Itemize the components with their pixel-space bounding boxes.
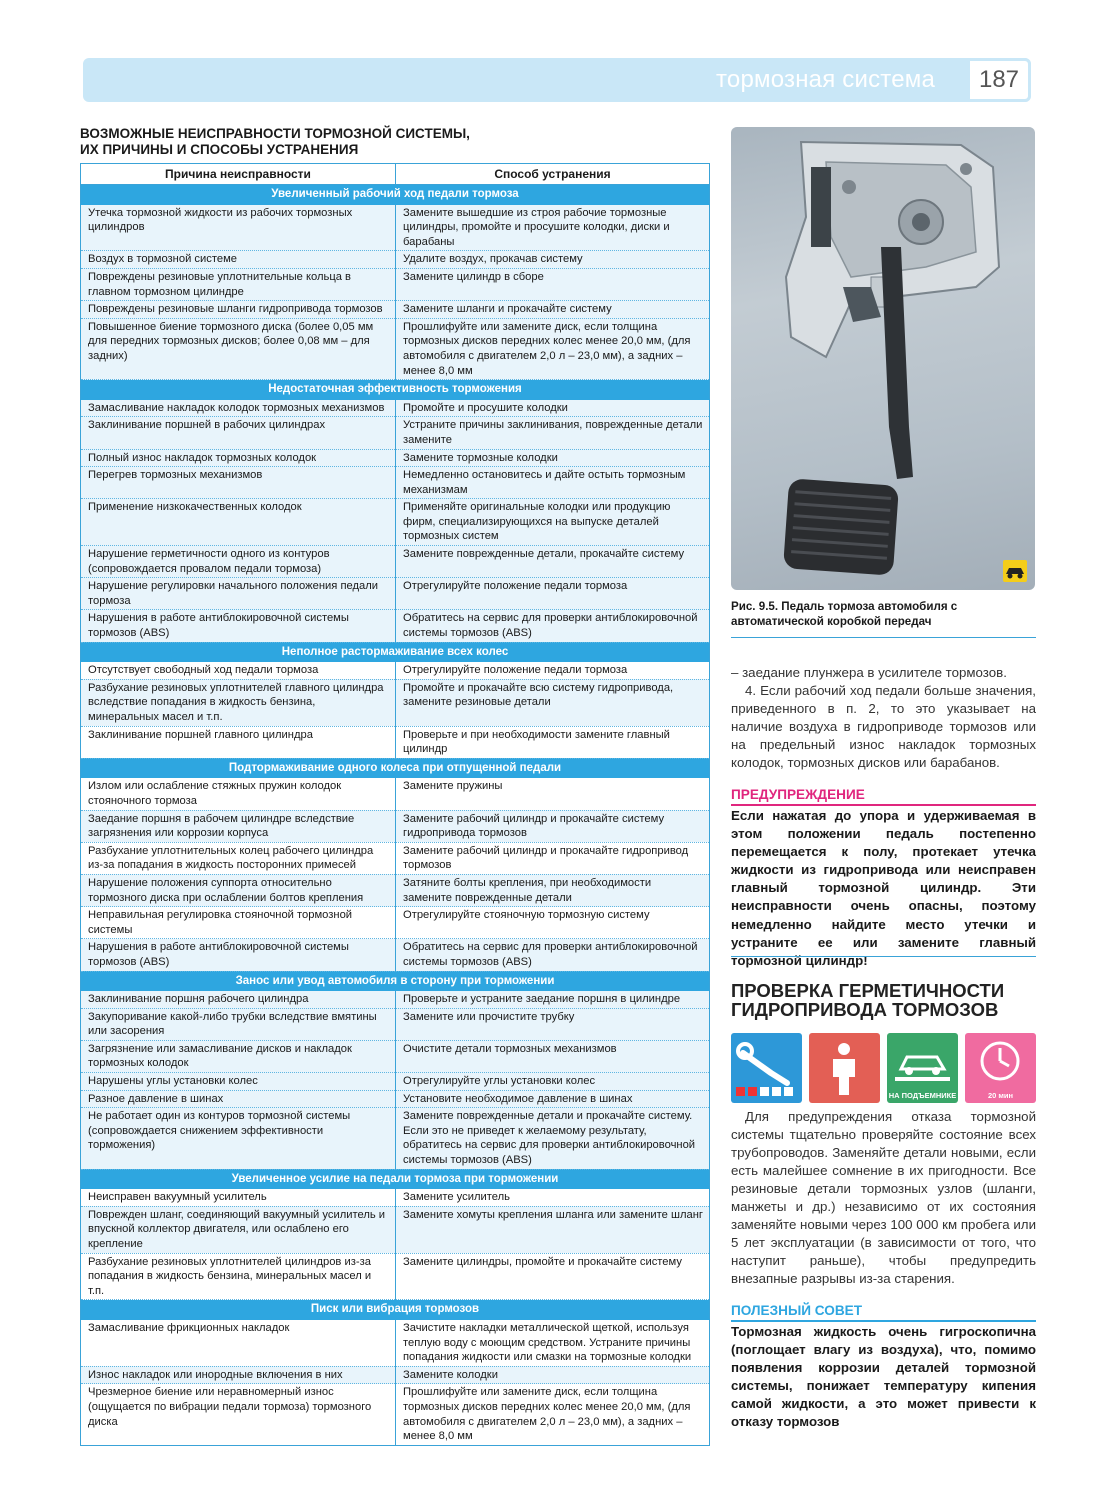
cause-cell: Нарушение герметичности одного из контуров (сопровождается провалом педали тормоза) xyxy=(81,546,396,578)
table-row xyxy=(81,1040,710,1072)
cause-cell: Перегрев тормозных механизмов xyxy=(81,467,396,499)
remedy-cell: Промойте и просушите колодки xyxy=(396,399,710,417)
cause-cell: Нарушение положения суппорта относительно тормозного диска при ослаблении болтов крепления xyxy=(81,874,396,906)
cause-cell: Заклинивание поршней главного цилиндра xyxy=(81,726,396,758)
table-row xyxy=(81,417,710,449)
warning-title: ПРЕДУПРЕЖДЕНИЕ xyxy=(731,786,1036,806)
remedy-cell: Отрегулируйте стояночную тормозную систему xyxy=(396,907,710,939)
remedy-cell: Прошлифуйте или замените диск, если толщина тормозных дисков передних колес менее 20,0 мм, (для автомобиля с двигателем 2,0 л – 23,0 мм), а задних – менее 8,0 мм xyxy=(396,318,710,379)
table-row xyxy=(81,842,710,874)
remedy-cell: Замените или прочистите трубку xyxy=(396,1008,710,1040)
remedy-cell: Обратитесь на сервис для проверки антиблокировочной системы тормозов (ABS) xyxy=(396,939,710,971)
section-title: тормозная система xyxy=(716,66,935,93)
brake-pedal-photo xyxy=(731,127,1035,590)
procedure-icons xyxy=(731,1033,1036,1103)
table-row xyxy=(81,939,710,971)
table-section-header xyxy=(81,758,710,778)
table-row xyxy=(81,251,710,269)
table-row xyxy=(81,467,710,499)
cause-cell: Разбухание уплотнительных колец рабочего цилиндра из-за попадания в жидкость посторонних примесей xyxy=(81,842,396,874)
table-row xyxy=(81,449,710,467)
section-title: Неполное растормаживание всех колес xyxy=(81,642,710,662)
divider xyxy=(731,956,1036,957)
remedy-cell: Прошлифуйте или замените диск, если толщина тормозных дисков передних колес менее 20,0 мм, (для автомобиля с двигателем 2,0 л – 23,0 мм), а задних – менее 8,0 мм xyxy=(396,1384,710,1445)
remedy-cell: Замените цилиндр в сборе xyxy=(396,268,710,300)
remedy-cell: Немедленно остановитесь и дайте остыть тормозным механизмам xyxy=(396,467,710,499)
remedy-cell: Затяните болты крепления, при необходимости замените поврежденные детали xyxy=(396,874,710,906)
table-row xyxy=(81,1206,710,1253)
cause-cell: Неисправен вакуумный усилитель xyxy=(81,1189,396,1207)
table-row xyxy=(81,1366,710,1384)
table-row xyxy=(81,679,710,726)
cause-cell: Заедание поршня в рабочем цилиндре вследствие загрязнения или коррозии корпуса xyxy=(81,810,396,842)
cause-cell: Отсутствует свободный ход педали тормоза xyxy=(81,662,396,680)
fault-table xyxy=(80,163,710,1446)
remedy-cell: Применяйте оригинальные колодки или продукцию фирм, специализирующихся на выпуске деталей тормозных систем xyxy=(396,499,710,546)
remedy-cell: Удалите воздух, прокачав систему xyxy=(396,251,710,269)
cause-cell: Разбухание резиновых уплотнителей главного цилиндра вследствие попадания в жидкость бензина, минеральных масел и т.п. xyxy=(81,679,396,726)
lift-label: НА ПОДЪЕМНИКЕ xyxy=(888,1091,957,1100)
table-row xyxy=(81,778,710,810)
car-lift-icon xyxy=(887,1033,958,1103)
table-row xyxy=(81,810,710,842)
remedy-cell: Замените вышедшие из строя рабочие тормозные цилиндры, промойте и просушите колодки, диски и барабаны xyxy=(396,204,710,251)
remedy-cell: Замените рабочий цилиндр и прокачайте гидропривод тормозов xyxy=(396,842,710,874)
section-text: Для предупреждения отказа тормозной системы тщательно проверяйте состояние всех трубопроводов. Заменяйте детали новыми, если есть малейшее сомнение в их пригодности. Все резиновые детали тормозных узлов (шланги, манжеты и др.) независимо от их состояния заменяйте новыми через 100 000 км пробега или 5 лет эксплуатации (в зависимости от того, что наступит раньше), чтобы предупредить внезапные разрывы из-за старения. xyxy=(731,1109,1036,1286)
cause-cell: Замасливание накладок колодок тормозных механизмов xyxy=(81,399,396,417)
remedy-cell: Замените колодки xyxy=(396,1366,710,1384)
body-text-1: – заедание плунжера в усилителе тормозов. xyxy=(731,665,1007,680)
remedy-cell: Устраните причины заклинивания, поврежденные детали замените xyxy=(396,417,710,449)
table-row xyxy=(81,907,710,939)
cause-cell: Повреждены резиновые шланги гидропривода тормозов xyxy=(81,301,396,319)
column-header-remedy: Способ устранения xyxy=(396,164,710,185)
table-row xyxy=(81,662,710,680)
brake-pedal-drawing xyxy=(731,127,1035,590)
clock-icon xyxy=(965,1033,1036,1103)
cause-cell: Замасливание фрикционных накладок xyxy=(81,1319,396,1366)
section-title: Подтормаживание одного колеса при отпущенной педали xyxy=(81,758,710,778)
remedy-cell: Проверьте и устраните заедание поршня в цилиндре xyxy=(396,991,710,1009)
table-row xyxy=(81,991,710,1009)
remedy-cell: Замените рабочий цилиндр и прокачайте систему гидропривода тормозов xyxy=(396,810,710,842)
section-title: Занос или увод автомобиля в сторону при торможении xyxy=(81,971,710,991)
figure-caption: Рис. 9.5. Педаль тормоза автомобиля с автоматической коробкой передач xyxy=(731,600,958,628)
cause-cell: Нарушены углы установки колес xyxy=(81,1073,396,1091)
table-row xyxy=(81,1008,710,1040)
cause-cell: Полный износ накладок тормозных колодок xyxy=(81,449,396,467)
remedy-cell: Обратитесь на сервис для проверки антиблокировочной системы тормозов (ABS) xyxy=(396,610,710,642)
table-section-header xyxy=(81,642,710,662)
cause-cell: Чрезмерное биение или неравномерный износ (ощущается по вибрации педали тормоза) тормозного диска xyxy=(81,1384,396,1445)
table-section-header xyxy=(81,185,710,205)
warning-text: Если нажатая до упора и удерживаемая в этом положении педаль постепенно перемещается к полу, протекает утечка жидкости из гидропривода или неисправен главный тормозной цилиндр. Эти неисправности очень опасны, поэтому немедленно найдите место утечки и устраните ее или замените главный тормозной цилиндр! xyxy=(731,808,1036,968)
table-row xyxy=(81,610,710,642)
divider xyxy=(731,637,1036,638)
cause-cell: Износ накладок или инородные включения в них xyxy=(81,1366,396,1384)
remedy-cell: Замените поврежденные детали и прокачайте систему. Если это не приведет к желаемому результату, обратитесь на сервис для проверки антиблокировочной системы тормозов (ABS) xyxy=(396,1108,710,1169)
remedy-cell: Замените хомуты крепления шланга или замените шланг xyxy=(396,1206,710,1253)
cause-cell: Заклинивание поршня рабочего цилиндра xyxy=(81,991,396,1009)
cause-cell: Неправильная регулировка стояночной тормозной системы xyxy=(81,907,396,939)
cause-cell: Разбухание резиновых уплотнителей цилиндров из-за попадания в жидкость бензина, минеральных масел и т.п. xyxy=(81,1253,396,1300)
remedy-cell: Зачистите накладки металлической щеткой, используя теплую воду с моющим средством. Устраните причины попадания жидкости или смазки на тормозные колодки xyxy=(396,1319,710,1366)
remedy-cell: Промойте и прокачайте всю систему гидропривода, замените резиновые детали xyxy=(396,679,710,726)
cause-cell: Излом или ослабление стяжных пружин колодок стояночного тормоза xyxy=(81,778,396,810)
cause-cell: Загрязнение или замасливание дисков и накладок тормозных колодок xyxy=(81,1040,396,1072)
table-row xyxy=(81,318,710,379)
section-title: Увеличенное усилие на педали тормоза при торможении xyxy=(81,1169,710,1189)
table-row xyxy=(81,1090,710,1108)
remedy-cell: Замените тормозные колодки xyxy=(396,449,710,467)
body-text-2: 4. Если рабочий ход педали больше значения, приведенного в п. 2, то это указывает на наличие воздуха в гидроприводе тормозов или на предельный износ накладок тормозных колодок, тормозных дисков или барабанов. xyxy=(731,683,1036,770)
remedy-cell: Замените усилитель xyxy=(396,1189,710,1207)
cause-cell: Закупоривание какой-либо трубки вследствие вмятины или засорения xyxy=(81,1008,396,1040)
cause-cell: Нарушение регулировки начального положения педали тормоза xyxy=(81,578,396,610)
table-row xyxy=(81,726,710,758)
cause-cell: Воздух в тормозной системе xyxy=(81,251,396,269)
remedy-cell: Замените пружины xyxy=(396,778,710,810)
page-header xyxy=(83,58,1031,102)
section-title: Недостаточная эффективность торможения xyxy=(81,380,710,400)
cause-cell: Применение низкокачественных колодок xyxy=(81,499,396,546)
remedy-cell: Отрегулируйте углы установки колес xyxy=(396,1073,710,1091)
tip-title: ПОЛЕЗНЫЙ СОВЕТ xyxy=(731,1302,1036,1322)
table-row xyxy=(81,1319,710,1366)
cause-cell: Повреждены резиновые уплотнительные кольца в главном тормозном цилиндре xyxy=(81,268,396,300)
table-row xyxy=(81,301,710,319)
difficulty-icon xyxy=(731,1033,802,1103)
cause-cell: Нарушения в работе антиблокировочной системы тормозов (ABS) xyxy=(81,939,396,971)
table-row xyxy=(81,1073,710,1091)
table-row xyxy=(81,546,710,578)
cause-cell: Повышенное биение тормозного диска (более 0,05 мм для передних тормозных дисков; более 0,08 мм – для задних) xyxy=(81,318,396,379)
section-heading: ПРОВЕРКА ГЕРМЕТИЧНОСТИ ГИДРОПРИВОДА ТОРМОЗОВ xyxy=(731,980,1005,1020)
remedy-cell: Проверьте и при необходимости замените главный цилиндр xyxy=(396,726,710,758)
table-row xyxy=(81,1253,710,1300)
time-label: 20 мин xyxy=(987,1091,1014,1100)
table-row xyxy=(81,874,710,906)
remedy-cell: Замените поврежденные детали, прокачайте систему xyxy=(396,546,710,578)
section-title: Увеличенный рабочий ход педали тормоза xyxy=(81,185,710,205)
remedy-cell: Замените шланги и прокачайте систему xyxy=(396,301,710,319)
table-row xyxy=(81,1108,710,1169)
remedy-cell: Отрегулируйте положение педали тормоза xyxy=(396,662,710,680)
person-icon xyxy=(809,1033,880,1103)
remedy-cell: Установите необходимое давление в шинах xyxy=(396,1090,710,1108)
table-row xyxy=(81,499,710,546)
remedy-cell: Замените цилиндры, промойте и прокачайте систему xyxy=(396,1253,710,1300)
table-row xyxy=(81,578,710,610)
table-title: ВОЗМОЖНЫЕ НЕИСПРАВНОСТИ ТОРМОЗНОЙ СИСТЕМЫ, ИХ ПРИЧИНЫ И СПОСОБЫ УСТРАНЕНИЯ xyxy=(80,126,470,157)
remedy-cell: Очистите детали тормозных механизмов xyxy=(396,1040,710,1072)
cause-cell: Заклинивание поршней в рабочих цилиндрах xyxy=(81,417,396,449)
column-header-cause: Причина неисправности xyxy=(81,164,396,185)
table-row xyxy=(81,268,710,300)
page-number: 187 xyxy=(967,58,1031,102)
table-row xyxy=(81,1384,710,1445)
table-section-header xyxy=(81,971,710,991)
table-row xyxy=(81,1189,710,1207)
cause-cell: Разное давление в шинах xyxy=(81,1090,396,1108)
cause-cell: Не работает один из контуров тормозной системы (сопровождается снижением эффективности торможения) xyxy=(81,1108,396,1169)
cause-cell: Утечка тормозной жидкости из рабочих тормозных цилиндров xyxy=(81,204,396,251)
tip-text: Тормозная жидкость очень гигроскопична (поглощает влагу из воздуха), что, помимо появления коррозии деталей тормозной системы, понижает температуру кипения самой жидкости, а это может привести к отказу тормозов xyxy=(731,1324,1036,1430)
car-badge-icon xyxy=(1003,560,1027,582)
table-row xyxy=(81,204,710,251)
cause-cell: Поврежден шланг, соединяющий вакуумный усилитель и впускной коллектор двигателя, или ослаблено его крепление xyxy=(81,1206,396,1253)
table-row xyxy=(81,399,710,417)
cause-cell: Нарушения в работе антиблокировочной системы тормозов (ABS) xyxy=(81,610,396,642)
table-section-header xyxy=(81,380,710,400)
remedy-cell: Отрегулируйте положение педали тормоза xyxy=(396,578,710,610)
table-section-header xyxy=(81,1169,710,1189)
section-title: Писк или вибрация тормозов xyxy=(81,1300,710,1320)
table-section-header xyxy=(81,1300,710,1320)
